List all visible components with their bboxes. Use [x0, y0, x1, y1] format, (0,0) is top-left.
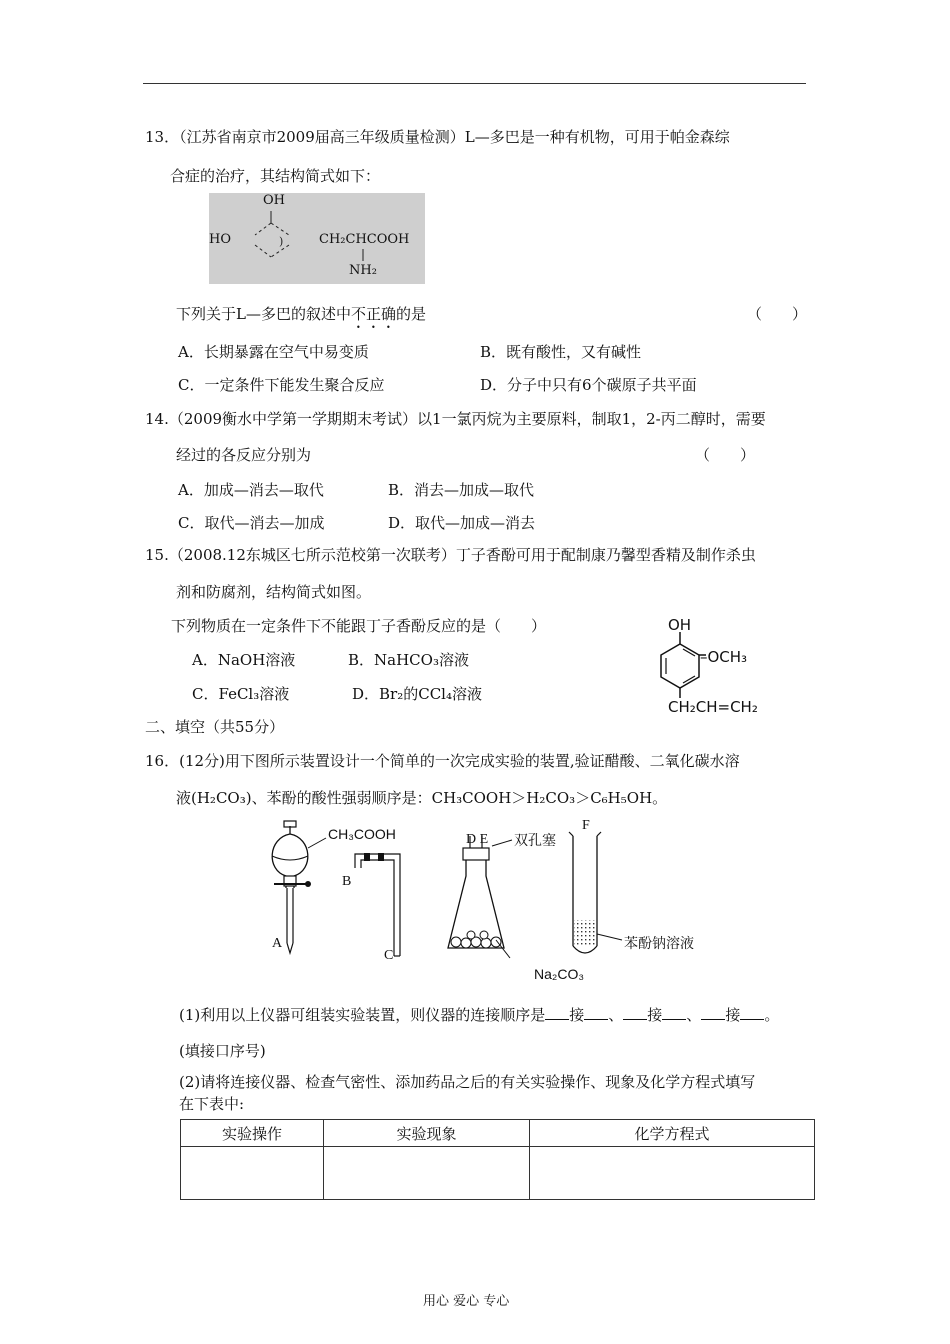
q14-option-b: B．消去—加成—取代 — [388, 481, 535, 499]
q13-stem — [176, 303, 426, 332]
page-footer: 用心 爱心 专心 — [423, 1294, 510, 1309]
sep-2: 、 — [686, 1006, 702, 1024]
q13-answer-paren: （ ） — [747, 305, 808, 323]
label-b: B — [342, 874, 352, 889]
label-na2co3: Na₂CO₃ — [534, 966, 585, 982]
blank-5[interactable] — [701, 1005, 725, 1020]
table-row — [181, 1147, 815, 1200]
q14-option-c: C．取代—消去—加成 — [178, 514, 325, 532]
q13-line2: 合症的治疗，其结构简式如下： — [170, 167, 381, 185]
experiment-table — [180, 1119, 815, 1200]
q13-option-a: A．长期暴露在空气中易变质 — [178, 343, 369, 361]
header-equation: 化学方程式 — [530, 1120, 815, 1147]
q13-stem-emphasis: 不正确 — [350, 305, 396, 323]
q15-line1: 15.（2008.12东城区七所示范校第一次联考）丁子香酚可用于配制康乃馨型香精及制作杀虫 — [145, 546, 756, 564]
l-dopa-nh2: NH₂ — [349, 263, 377, 278]
jie-1: 接 — [569, 1006, 585, 1024]
apparatus-diagram — [260, 818, 730, 993]
label-a: A — [272, 936, 283, 951]
jie-2: 接 — [647, 1006, 663, 1024]
blank-4[interactable] — [662, 1005, 686, 1020]
header-rule — [143, 83, 806, 84]
l-dopa-oh: OH — [263, 193, 285, 208]
q16-part1-end: 。 — [764, 1006, 780, 1024]
q16-part1 — [179, 1004, 779, 1025]
q13-line1: 13．（江苏省南京市2009届高三年级质量检测）L—多巴是一种有机物，可用于帕金森综 — [145, 128, 730, 146]
label-f: F — [582, 818, 590, 833]
q14-answer-paren: （ ） — [695, 446, 756, 464]
cell-phenomenon[interactable] — [324, 1147, 530, 1200]
l-dopa-structure — [209, 193, 425, 284]
q16-line2: 液(H₂CO₃)、苯酚的酸性强弱顺序是：CH₃COOH＞H₂CO₃＞C₆H₅OH。 — [176, 789, 668, 807]
q13-option-c: C．一定条件下能发生聚合反应 — [178, 376, 385, 394]
label-ch3cooh: CH₃COOH — [328, 826, 396, 842]
q14-option-d: D．取代—加成—消去 — [388, 514, 536, 532]
q16-part1-prefix: (1)利用以上仪器可组装实验装置，则仪器的连接顺序是 — [179, 1006, 546, 1024]
q16-part2-line1: (2)请将连接仪器、检查气密性、添加药品之后的有关实验操作、现象及化学方程式填写 — [179, 1073, 756, 1091]
q16-part2-line2: 在下表中: — [179, 1095, 245, 1113]
q16-part1-note: (填接口序号) — [179, 1042, 266, 1060]
q15-option-a: A．NaOH溶液 — [192, 651, 296, 669]
blank-1[interactable] — [545, 1005, 569, 1020]
eugenol-och3: –OCH₃ — [700, 648, 748, 666]
header-phenomenon: 实验现象 — [324, 1120, 530, 1147]
q15-line2: 剂和防腐剂，结构简式如图。 — [176, 583, 372, 601]
blank-6[interactable] — [740, 1005, 764, 1020]
q15-option-b: B．NaHCO₃溶液 — [348, 651, 469, 669]
table-header-row — [181, 1120, 815, 1147]
header-operation: 实验操作 — [181, 1120, 324, 1147]
q14-option-a: A．加成—消去—取代 — [178, 481, 324, 499]
label-phenolate: 苯酚钠溶液 — [624, 936, 694, 952]
eugenol-structure — [660, 612, 780, 722]
q13-stem-post: 的是 — [395, 305, 426, 323]
label-de: D E — [466, 832, 489, 847]
apparatus-svg — [260, 818, 730, 993]
eugenol-chain: CH₂CH=CH₂ — [668, 698, 758, 716]
blank-3[interactable] — [623, 1005, 647, 1020]
q13-option-b: B．既有酸性，又有碱性 — [480, 343, 642, 361]
q16-line1: 16．(12分)用下图所示装置设计一个简单的一次完成实验的装置,验证醋酸、二氧化碳水溶 — [145, 752, 740, 770]
cell-operation[interactable] — [181, 1147, 324, 1200]
cell-equation[interactable] — [530, 1147, 815, 1200]
label-c: C — [384, 948, 394, 963]
label-stopper: 双孔塞 — [514, 833, 556, 849]
q15-option-c: C．FeCl₃溶液 — [192, 685, 290, 703]
eugenol-oh: OH — [668, 616, 692, 634]
blank-2[interactable] — [584, 1005, 608, 1020]
q15-stem: 下列物质在一定条件下不能跟丁子香酚反应的是（ ） — [171, 617, 547, 635]
sep-1: 、 — [608, 1006, 624, 1024]
q14-line2: 经过的各反应分别为 — [176, 446, 312, 464]
l-dopa-chain: CH₂CHCOOH — [319, 232, 410, 247]
svg-text:): ) — [279, 235, 284, 248]
q13-option-d: D．分子中只有6个碳原子共平面 — [480, 376, 697, 394]
l-dopa-ho: HO — [209, 232, 231, 247]
q15-option-d: D．Br₂的CCl₄溶液 — [352, 685, 482, 703]
q13-stem-pre: 下列关于L—多巴的叙述中 — [176, 305, 351, 323]
section-fill-in-title: 二、填空（共55分） — [145, 718, 285, 736]
q14-line1: 14.（2009衡水中学第一学期期末考试）以1一氯丙烷为主要原料，制取1，2-丙二醇时，需要 — [145, 410, 766, 428]
jie-3: 接 — [725, 1006, 741, 1024]
